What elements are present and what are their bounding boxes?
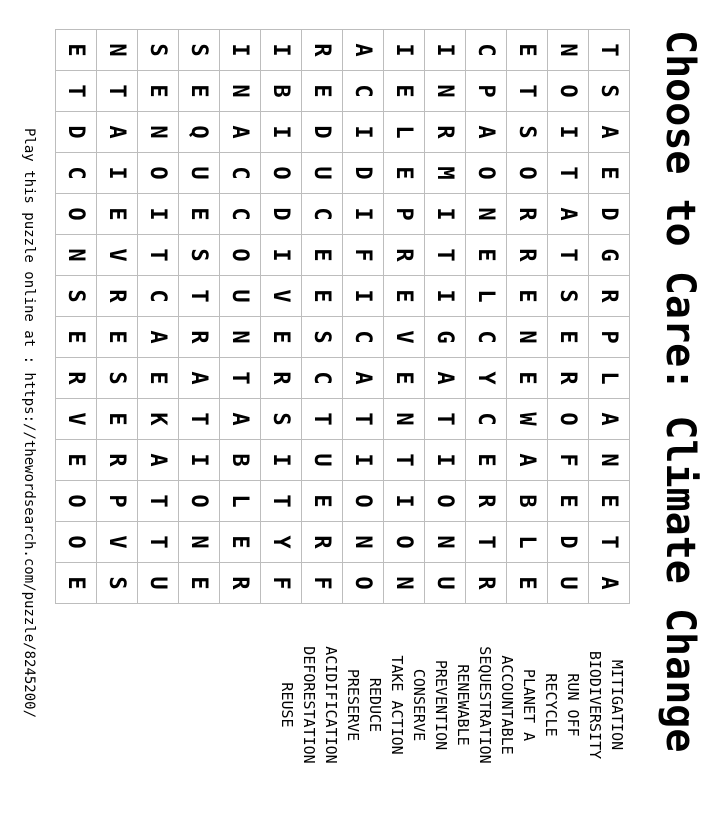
grid-cell[interactable]: P [465, 71, 506, 112]
grid-cell[interactable]: E [96, 399, 137, 440]
grid-cell[interactable]: E [547, 317, 588, 358]
grid-cell[interactable]: V [383, 317, 424, 358]
grid-cell[interactable]: Y [465, 358, 506, 399]
grid-cell[interactable]: S [588, 71, 629, 112]
grid-cell[interactable]: N [383, 563, 424, 604]
grid-cell[interactable]: I [178, 440, 219, 481]
grid-cell[interactable]: T [178, 399, 219, 440]
word-list [276, 630, 628, 780]
grid-cell[interactable]: U [301, 440, 342, 481]
grid-cell[interactable]: S [178, 30, 219, 71]
grid-cell[interactable]: E [547, 481, 588, 522]
grid-cell[interactable]: R [301, 30, 342, 71]
grid-cell[interactable]: C [342, 317, 383, 358]
grid-cell[interactable]: E [383, 358, 424, 399]
word-list-item: BIODIVERSITY [586, 650, 604, 760]
grid-cell[interactable]: R [588, 276, 629, 317]
grid-cell[interactable]: R [178, 317, 219, 358]
grid-cell[interactable]: E [506, 358, 547, 399]
grid-cell[interactable]: R [301, 522, 342, 563]
grid-cell[interactable]: N [342, 522, 383, 563]
grid-cell[interactable]: O [383, 522, 424, 563]
grid-cell[interactable]: S [547, 276, 588, 317]
grid-cell[interactable]: O [55, 194, 96, 235]
grid-cell[interactable]: I [342, 112, 383, 153]
grid-cell[interactable]: A [465, 112, 506, 153]
grid-cell[interactable]: R [547, 358, 588, 399]
grid-cell[interactable]: A [588, 563, 629, 604]
grid-cell[interactable]: F [301, 563, 342, 604]
grid-cell[interactable]: T [301, 399, 342, 440]
grid-cell[interactable]: A [219, 112, 260, 153]
grid-cell[interactable]: T [55, 71, 96, 112]
grid-cell[interactable]: E [178, 71, 219, 112]
grid-cell[interactable]: I [260, 235, 301, 276]
grid-cell[interactable]: A [178, 358, 219, 399]
grid-cell[interactable]: S [178, 235, 219, 276]
grid-cell[interactable]: O [342, 563, 383, 604]
grid-cell[interactable]: T [424, 399, 465, 440]
grid-cell[interactable]: D [301, 112, 342, 153]
grid-cell[interactable]: T [137, 522, 178, 563]
grid-cell[interactable]: N [424, 522, 465, 563]
grid-cell[interactable]: U [219, 276, 260, 317]
grid-cell[interactable]: E [55, 30, 96, 71]
grid-cell[interactable]: E [137, 71, 178, 112]
word-list-item: MITIGATION [608, 659, 626, 751]
grid-cell[interactable]: P [96, 481, 137, 522]
grid-cell[interactable]: R [506, 235, 547, 276]
grid-cell[interactable]: O [219, 235, 260, 276]
grid-cell[interactable]: R [219, 563, 260, 604]
grid-cell[interactable]: W [506, 399, 547, 440]
grid-cell[interactable]: A [588, 112, 629, 153]
grid-cell[interactable]: G [588, 235, 629, 276]
grid-cell[interactable]: C [301, 358, 342, 399]
grid-cell[interactable]: R [96, 440, 137, 481]
grid-cell[interactable]: N [547, 30, 588, 71]
grid-cell[interactable]: O [506, 153, 547, 194]
grid-cell[interactable]: O [547, 399, 588, 440]
grid-cell[interactable]: N [465, 194, 506, 235]
word-list-item: ACIDIFICATION [322, 646, 340, 764]
grid-cell[interactable]: D [547, 522, 588, 563]
grid-cell[interactable]: U [301, 153, 342, 194]
grid-cell[interactable]: C [219, 194, 260, 235]
grid-cell[interactable]: O [342, 481, 383, 522]
grid-cell[interactable]: O [55, 522, 96, 563]
grid-cell[interactable]: S [137, 30, 178, 71]
grid-cell[interactable]: O [178, 481, 219, 522]
grid-cell[interactable]: A [506, 440, 547, 481]
grid-cell[interactable]: O [465, 153, 506, 194]
grid-cell[interactable]: A [137, 317, 178, 358]
grid-cell[interactable]: A [342, 358, 383, 399]
word-list-item: DEFORESTATION [300, 646, 318, 764]
grid-cell[interactable]: D [342, 153, 383, 194]
grid-cell[interactable]: I [96, 153, 137, 194]
word-list-item: PREVENTION [432, 659, 450, 751]
grid-cell[interactable]: Y [260, 522, 301, 563]
grid-cell[interactable]: I [383, 30, 424, 71]
grid-cell[interactable]: E [260, 317, 301, 358]
grid-cell[interactable]: C [219, 153, 260, 194]
puzzle-title: Choose to Care: Climate Change [657, 30, 703, 753]
grid-cell[interactable]: N [506, 317, 547, 358]
word-list-item: PRESERVE [344, 668, 362, 742]
grid-cell[interactable]: E [588, 153, 629, 194]
grid-cell[interactable]: L [465, 276, 506, 317]
grid-cell[interactable]: E [96, 317, 137, 358]
grid-cell[interactable]: C [301, 194, 342, 235]
grid-cell[interactable]: C [342, 71, 383, 112]
grid-cell[interactable]: U [178, 153, 219, 194]
grid-cell[interactable]: O [424, 481, 465, 522]
grid-cell[interactable]: S [301, 317, 342, 358]
grid-cell[interactable]: N [588, 440, 629, 481]
grid-cell[interactable]: E [465, 440, 506, 481]
word-list-item: SEQUESTRATION [476, 646, 494, 764]
grid-cell[interactable]: T [547, 153, 588, 194]
grid-cell[interactable]: T [342, 399, 383, 440]
grid-cell[interactable]: L [219, 481, 260, 522]
grid-cell[interactable]: P [383, 194, 424, 235]
grid-cell[interactable]: B [219, 440, 260, 481]
grid-cell[interactable]: L [383, 112, 424, 153]
grid-cell[interactable]: T [424, 235, 465, 276]
grid-cell[interactable]: I [219, 30, 260, 71]
grid-cell[interactable]: F [547, 440, 588, 481]
grid-cell[interactable]: T [383, 440, 424, 481]
word-list-item: RENEWABLE [454, 664, 472, 746]
grid-cell[interactable]: M [424, 153, 465, 194]
grid-cell[interactable]: I [424, 440, 465, 481]
grid-cell[interactable]: A [588, 399, 629, 440]
footer-url: Play this puzzle online at : https://thewordsearch.com/puzzle/8245200/ [21, 128, 37, 719]
word-list-item: ACCOUNTABLE [498, 655, 516, 755]
grid-cell[interactable]: C [137, 276, 178, 317]
grid-cell[interactable]: E [55, 317, 96, 358]
grid-cell[interactable]: I [342, 276, 383, 317]
grid-cell[interactable]: T [547, 235, 588, 276]
grid-cell[interactable]: V [96, 235, 137, 276]
grid-cell[interactable]: O [137, 153, 178, 194]
grid-cell[interactable]: C [465, 30, 506, 71]
grid-cell[interactable]: V [260, 276, 301, 317]
grid-cell[interactable]: N [96, 30, 137, 71]
word-list-item: CONSERVE [410, 668, 428, 742]
grid-cell[interactable]: T [588, 30, 629, 71]
grid-cell[interactable]: E [465, 235, 506, 276]
grid-cell[interactable]: N [55, 235, 96, 276]
grid-cell[interactable]: Q [178, 112, 219, 153]
grid-cell[interactable]: E [301, 235, 342, 276]
grid-cell[interactable]: L [588, 358, 629, 399]
grid-cell[interactable]: I [260, 30, 301, 71]
grid-cell[interactable]: L [506, 522, 547, 563]
grid-cell[interactable]: I [547, 112, 588, 153]
grid-cell[interactable]: R [506, 194, 547, 235]
grid-cell[interactable]: N [219, 71, 260, 112]
grid-cell[interactable]: C [465, 317, 506, 358]
grid-cell[interactable]: T [588, 522, 629, 563]
grid-cell[interactable]: P [588, 317, 629, 358]
grid-cell[interactable]: S [96, 563, 137, 604]
word-list-item: REUSE [278, 682, 296, 728]
grid-cell[interactable]: R [260, 358, 301, 399]
grid-cell[interactable]: U [137, 563, 178, 604]
grid-cell[interactable]: N [178, 522, 219, 563]
grid-cell[interactable]: A [424, 358, 465, 399]
grid-cell[interactable]: B [260, 71, 301, 112]
word-list-item: REDUCE [366, 677, 384, 733]
grid-cell[interactable]: E [178, 563, 219, 604]
grid-cell[interactable]: D [588, 194, 629, 235]
grid-cell[interactable]: R [383, 235, 424, 276]
grid-cell[interactable]: O [547, 71, 588, 112]
grid-cell[interactable]: V [96, 522, 137, 563]
grid-cell[interactable]: E [383, 71, 424, 112]
grid-cell[interactable]: E [55, 440, 96, 481]
word-list-item: RUN OFF [564, 673, 582, 737]
grid-cell[interactable]: T [506, 71, 547, 112]
grid-cell[interactable]: A [547, 194, 588, 235]
grid-cell[interactable]: I [424, 194, 465, 235]
grid-cell[interactable]: E [137, 358, 178, 399]
grid-cell[interactable]: A [137, 440, 178, 481]
grid-cell[interactable]: E [383, 276, 424, 317]
word-list-item: RECYCLE [542, 673, 560, 737]
grid-cell[interactable]: S [506, 112, 547, 153]
grid-cell[interactable]: C [465, 399, 506, 440]
grid-cell[interactable]: T [178, 276, 219, 317]
grid-cell[interactable]: E [506, 30, 547, 71]
grid-cell[interactable]: E [301, 481, 342, 522]
grid-cell[interactable]: O [55, 481, 96, 522]
grid-cell[interactable]: N [383, 399, 424, 440]
grid-cell[interactable]: I [260, 112, 301, 153]
grid-cell[interactable]: E [178, 194, 219, 235]
grid-cell[interactable]: N [424, 71, 465, 112]
grid-cell[interactable]: N [137, 112, 178, 153]
grid-cell[interactable]: G [424, 317, 465, 358]
grid-cell[interactable]: A [219, 399, 260, 440]
grid-cell[interactable]: A [342, 30, 383, 71]
word-list-item: PLANET A [520, 668, 538, 742]
grid-cell[interactable]: E [301, 276, 342, 317]
grid-cell[interactable]: S [96, 358, 137, 399]
grid-cell[interactable]: F [342, 235, 383, 276]
grid-cell[interactable]: B [506, 481, 547, 522]
grid-cell[interactable]: V [55, 399, 96, 440]
grid-cell[interactable]: E [219, 522, 260, 563]
grid-cell[interactable]: S [55, 276, 96, 317]
grid-cell[interactable]: I [383, 481, 424, 522]
grid-cell[interactable]: T [137, 235, 178, 276]
grid-cell[interactable]: E [506, 276, 547, 317]
grid-cell[interactable]: O [260, 153, 301, 194]
grid-cell[interactable]: T [219, 358, 260, 399]
grid-cell[interactable]: E [588, 481, 629, 522]
grid-cell[interactable]: D [55, 112, 96, 153]
grid-cell[interactable]: K [137, 399, 178, 440]
grid-cell[interactable]: I [342, 440, 383, 481]
grid-cell[interactable]: R [96, 276, 137, 317]
grid-cell[interactable]: N [219, 317, 260, 358]
grid-cell[interactable]: E [55, 563, 96, 604]
grid-cell[interactable]: E [383, 153, 424, 194]
letter-grid [55, 29, 630, 604]
grid-cell[interactable]: T [465, 522, 506, 563]
grid-cell[interactable]: I [260, 440, 301, 481]
grid-cell[interactable]: D [260, 194, 301, 235]
grid-cell[interactable]: U [424, 563, 465, 604]
grid-cell[interactable]: I [342, 194, 383, 235]
grid-cell[interactable]: E [301, 71, 342, 112]
grid-cell[interactable]: U [547, 563, 588, 604]
grid-cell[interactable]: R [55, 358, 96, 399]
grid-cell[interactable]: T [137, 481, 178, 522]
grid-cell[interactable]: T [260, 481, 301, 522]
grid-cell[interactable]: R [465, 481, 506, 522]
grid-cell[interactable]: R [465, 563, 506, 604]
grid-cell[interactable]: T [96, 71, 137, 112]
grid-cell[interactable]: E [96, 194, 137, 235]
grid-cell[interactable]: A [96, 112, 137, 153]
grid-cell[interactable]: C [55, 153, 96, 194]
grid-cell[interactable]: R [424, 112, 465, 153]
grid-cell[interactable]: E [506, 563, 547, 604]
grid-cell[interactable]: I [137, 194, 178, 235]
grid-cell[interactable]: S [260, 399, 301, 440]
grid-cell[interactable]: I [424, 30, 465, 71]
word-list-item: TAKE ACTION [388, 655, 406, 755]
grid-cell[interactable]: I [424, 276, 465, 317]
grid-cell[interactable]: F [260, 563, 301, 604]
